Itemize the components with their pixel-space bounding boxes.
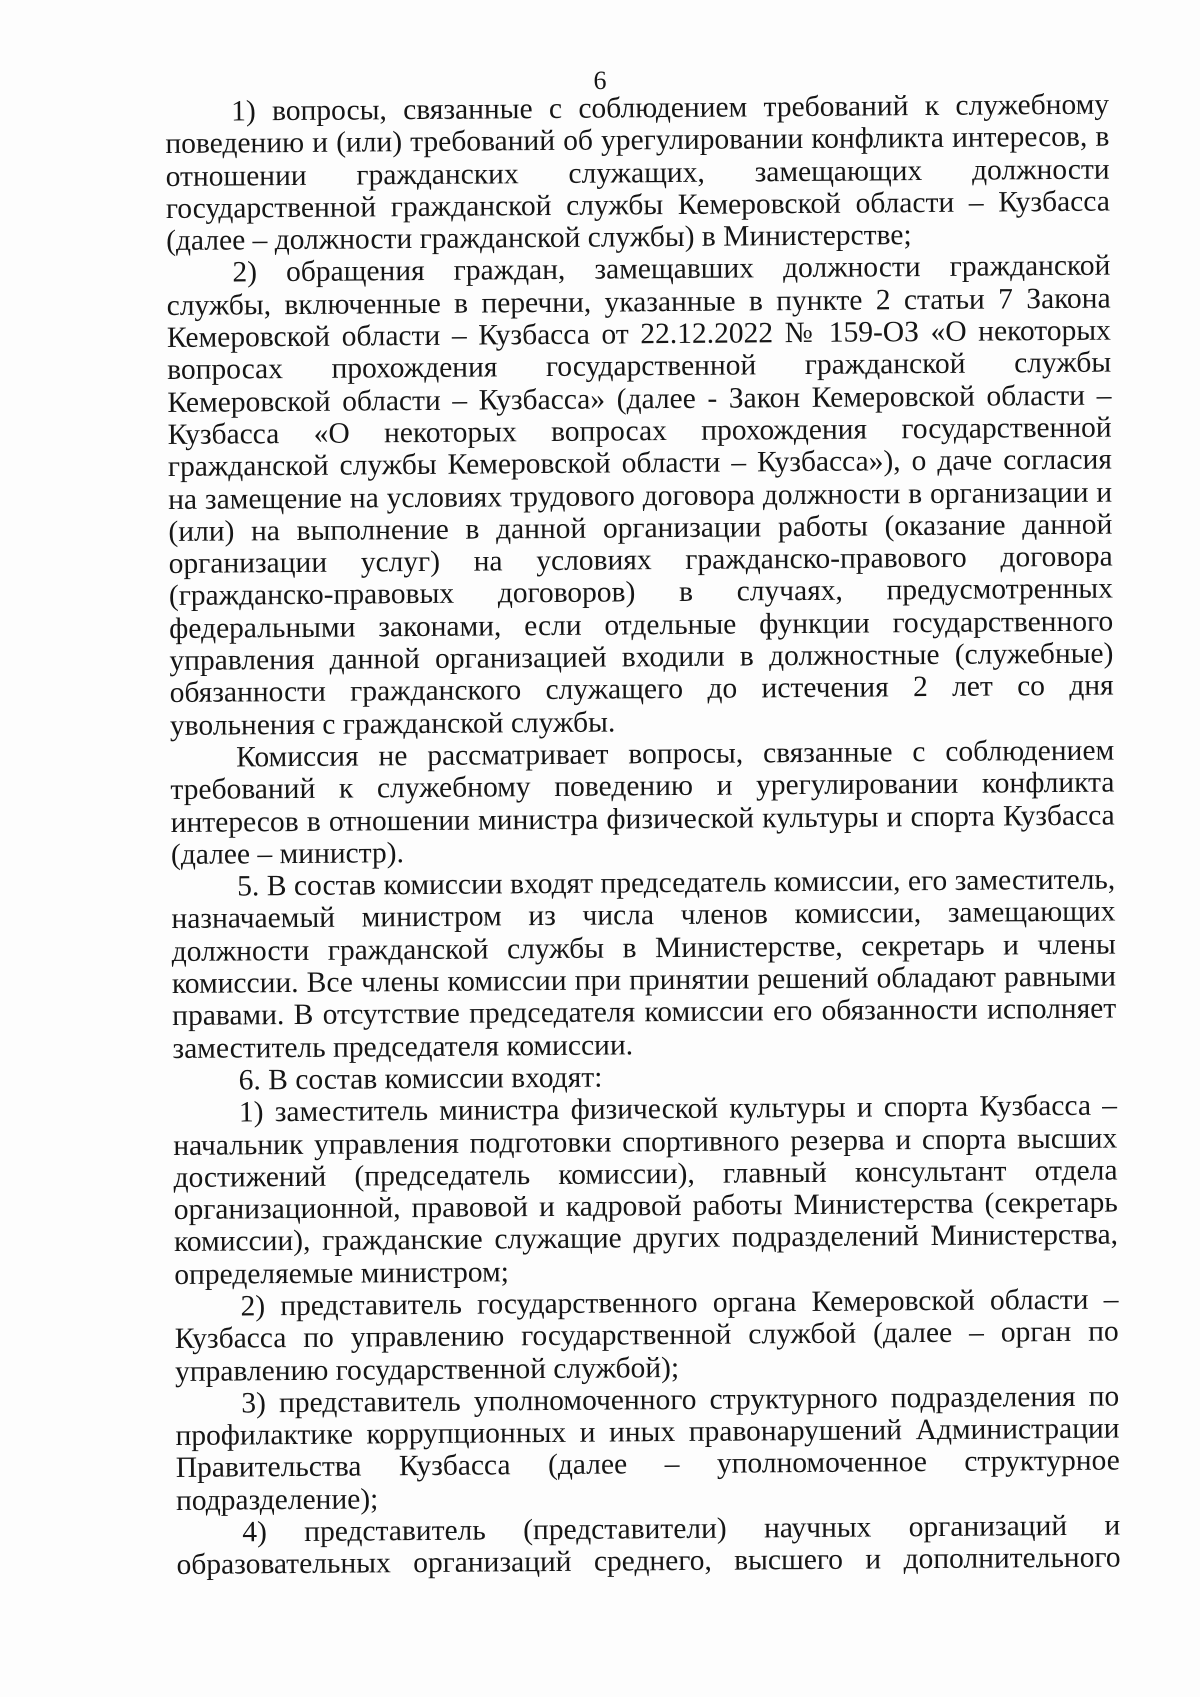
paragraph-item-2: 2) обращения граждан, замещавших должности гражданской службы, включенные в перечни, указанные в пункте 2 статьи 7 Закона Кемеровской области – Кузбасса от 22.12.2022 № 159-ОЗ «О некоторых вопросах прохождения государственной гражданской службы Кемеровской области – Кузбасса» (далее - Закон Кемеровской области – Кузбасса «О некоторых вопросах прохождения государственной гражданской службы Кемеровской области – Кузбасса»), о даче согласия на замещение на условиях трудового договора должности в организации и (или) на выполнение в данной организации работы (оказание данной организации услуг) на условиях гражданско-правового договора (гражданско-правовых договоров) в случаях, предусмотренных федеральными законами, если отдельные функции государственного управления данной организацией входили в должностные (служебные) обязанности гражданского служащего до истечения 2 лет со дня увольнения с гражданской службы. <box>166 250 1114 742</box>
paragraph-member-3: 3) представитель уполномоченного структурного подразделения по профилактике коррупционных и иных правонарушений Администрации Правительства Кузбасса (далее – уполномоченное структурное подразделение); <box>175 1380 1120 1517</box>
paragraph-clause-6: 6. В состав комиссии входят: <box>238 1061 603 1097</box>
paragraph-member-2: 2) представитель государственного органа Кемеровской области – Кузбасса по управлению государственной службой (далее – орган по управлению государственной службой); <box>174 1283 1119 1388</box>
paragraph-clause-5: 5. В состав комиссии входят председатель комиссии, его заместитель, назначаемый министром из числа членов комиссии, замещающих должности гражданской службы в Министерстве, секретарь и члены комиссии. Все члены комиссии при принятии решений обладают равными правами. В отсутствие председателя комиссии его обязанности исполняет заместитель председателя комиссии. <box>171 863 1117 1065</box>
paragraph-member-1: 1) заместитель министра физической культуры и спорта Кузбасса – начальник управления подготовки спортивного резерва и спорта высших достижений (председатель комиссии), главный консультант отдела организационной, правовой и кадровой работы Министерства (секретарь комиссии), гражданские служащие других подразделений Министерства, определяемые министром; <box>173 1089 1119 1291</box>
paragraph-item-1: 1) вопросы, связанные с соблюдением требований к служебному поведению и (или) требований об урегулировании конфликта интересов, в отношении гражданских служащих, замещающих должности государственной гражданской службы Кемеровской области – Кузбасса (далее – должности гражданской службы) в Министерстве; <box>165 88 1110 258</box>
paragraph-commission-exclusion: Комиссия не рассматривает вопросы, связанные с соблюдением требований к служебному поведению и урегулировании конфликта интересов в отношении министра физической культуры и спорта Кузбасса (далее – министр). <box>170 734 1115 871</box>
page-number: 6 <box>593 66 607 95</box>
document-body <box>165 89 1121 1582</box>
paragraph-member-4: 4) представитель (представители) научных организаций и образовательных организаций среднего, высшего и дополнительного <box>176 1509 1121 1582</box>
